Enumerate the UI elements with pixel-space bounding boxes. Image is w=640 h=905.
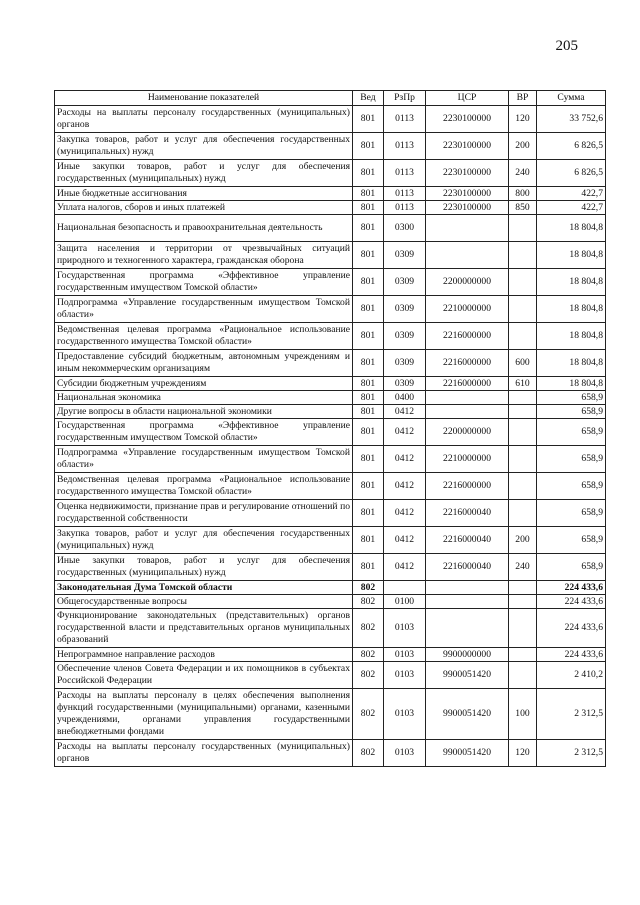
- cell-rzpr: 0309: [384, 296, 426, 323]
- table-row: [55, 581, 606, 595]
- cell-name: Национальная безопасность и правоохранительная деятельность: [55, 215, 353, 242]
- cell-name: Общегосударственные вопросы: [55, 595, 353, 609]
- table-row: [55, 419, 606, 446]
- cell-csr: 2210000000: [426, 446, 509, 473]
- cell-csr: 9900051420: [426, 740, 509, 767]
- cell-name: Уплата налогов, сборов и иных платежей: [55, 201, 353, 215]
- cell-csr: [426, 581, 509, 595]
- cell-name: Защита населения и территории от чрезвычайных ситуаций природного и техногенного характера, гражданская оборона: [55, 242, 353, 269]
- cell-rzpr: 0412: [384, 419, 426, 446]
- cell-sum: 2 312,5: [537, 740, 606, 767]
- cell-vr: [509, 581, 537, 595]
- table-row: [55, 740, 606, 767]
- cell-sum: 658,9: [537, 527, 606, 554]
- cell-rzpr: 0309: [384, 377, 426, 391]
- cell-name: Подпрограмма «Управление государственным имуществом Томской области»: [55, 446, 353, 473]
- cell-csr: [426, 405, 509, 419]
- cell-ved: 802: [353, 689, 384, 740]
- cell-ved: 801: [353, 527, 384, 554]
- cell-rzpr: 0400: [384, 391, 426, 405]
- cell-csr: 2210000000: [426, 296, 509, 323]
- cell-sum: 658,9: [537, 405, 606, 419]
- table-row: [55, 473, 606, 500]
- cell-ved: 801: [353, 269, 384, 296]
- cell-ved: 801: [353, 405, 384, 419]
- cell-vr: 120: [509, 740, 537, 767]
- cell-name: Оценка недвижимости, признание прав и регулирование отношений по государственной собственности: [55, 500, 353, 527]
- cell-ved: 801: [353, 296, 384, 323]
- cell-ved: 801: [353, 187, 384, 201]
- cell-rzpr: 0412: [384, 527, 426, 554]
- cell-rzpr: 0309: [384, 269, 426, 296]
- table-row: [55, 391, 606, 405]
- cell-sum: 2 312,5: [537, 689, 606, 740]
- table-row: [55, 500, 606, 527]
- cell-sum: 658,9: [537, 419, 606, 446]
- cell-name: Расходы на выплаты персоналу в целях обеспечения выполнения функций государственными (муниципальными) органами, казенными учреждениями, органами управления государственными внебюджетными фондами: [55, 689, 353, 740]
- cell-ved: 801: [353, 554, 384, 581]
- cell-rzpr: 0103: [384, 648, 426, 662]
- cell-name: Законодательная Дума Томской области: [55, 581, 353, 595]
- cell-name: Государственная программа «Эффективное управление государственным имуществом Томской области»: [55, 419, 353, 446]
- cell-name: Обеспечение членов Совета Федерации и их помощников в субъектах Российской Федерации: [55, 662, 353, 689]
- cell-rzpr: 0103: [384, 689, 426, 740]
- header-sum: Сумма: [537, 91, 606, 106]
- cell-csr: 2230100000: [426, 160, 509, 187]
- cell-rzpr: 0103: [384, 662, 426, 689]
- cell-vr: 800: [509, 187, 537, 201]
- cell-name: Предоставление субсидий бюджетным, автономным учреждениям и иным некоммерческим организациям: [55, 350, 353, 377]
- cell-rzpr: 0300: [384, 215, 426, 242]
- table-row: [55, 187, 606, 201]
- cell-vr: 610: [509, 377, 537, 391]
- cell-name: Расходы на выплаты персоналу государственных (муниципальных) органов: [55, 106, 353, 133]
- table-row: [55, 689, 606, 740]
- cell-sum: 18 804,8: [537, 323, 606, 350]
- table-row: [55, 106, 606, 133]
- cell-vr: [509, 269, 537, 296]
- table-row: [55, 662, 606, 689]
- cell-csr: 2230100000: [426, 106, 509, 133]
- cell-vr: 200: [509, 133, 537, 160]
- cell-ved: 801: [353, 350, 384, 377]
- header-name: Наименование показателей: [55, 91, 353, 106]
- cell-ved: 801: [353, 133, 384, 160]
- cell-vr: [509, 296, 537, 323]
- cell-sum: 658,9: [537, 554, 606, 581]
- cell-sum: 6 826,5: [537, 133, 606, 160]
- cell-ved: 801: [353, 419, 384, 446]
- cell-ved: 802: [353, 648, 384, 662]
- cell-ved: 801: [353, 391, 384, 405]
- header-vr: ВР: [509, 91, 537, 106]
- cell-rzpr: 0309: [384, 350, 426, 377]
- cell-rzpr: 0103: [384, 609, 426, 648]
- cell-sum: 658,9: [537, 500, 606, 527]
- cell-csr: [426, 595, 509, 609]
- cell-rzpr: 0103: [384, 740, 426, 767]
- cell-name: Иные закупки товаров, работ и услуг для обеспечения государственных (муниципальных) нужд: [55, 160, 353, 187]
- cell-csr: 2216000000: [426, 377, 509, 391]
- cell-csr: 2216000040: [426, 527, 509, 554]
- cell-vr: [509, 500, 537, 527]
- table-row: [55, 160, 606, 187]
- cell-vr: [509, 242, 537, 269]
- cell-name: Иные бюджетные ассигнования: [55, 187, 353, 201]
- table-row: [55, 350, 606, 377]
- cell-name: Государственная программа «Эффективное управление государственным имуществом Томской области»: [55, 269, 353, 296]
- table-row: [55, 269, 606, 296]
- cell-name: Другие вопросы в области национальной экономики: [55, 405, 353, 419]
- table-row: [55, 446, 606, 473]
- cell-csr: [426, 215, 509, 242]
- cell-rzpr: 0113: [384, 201, 426, 215]
- cell-sum: 422,7: [537, 187, 606, 201]
- cell-name: Непрограммное направление расходов: [55, 648, 353, 662]
- cell-csr: [426, 391, 509, 405]
- cell-ved: 801: [353, 106, 384, 133]
- cell-name: Ведомственная целевая программа «Рациональное использование государственного имущества Томской области»: [55, 473, 353, 500]
- cell-ved: 801: [353, 242, 384, 269]
- cell-vr: [509, 419, 537, 446]
- table-row: [55, 201, 606, 215]
- cell-sum: 6 826,5: [537, 160, 606, 187]
- cell-rzpr: 0412: [384, 500, 426, 527]
- cell-rzpr: 0412: [384, 554, 426, 581]
- cell-sum: 224 433,6: [537, 648, 606, 662]
- cell-csr: 2216000000: [426, 350, 509, 377]
- cell-csr: 2216000040: [426, 500, 509, 527]
- cell-ved: 801: [353, 473, 384, 500]
- table-row: [55, 242, 606, 269]
- cell-ved: 801: [353, 446, 384, 473]
- table-row: [55, 133, 606, 160]
- cell-vr: 600: [509, 350, 537, 377]
- cell-ved: 801: [353, 160, 384, 187]
- table-row: [55, 405, 606, 419]
- cell-rzpr: 0309: [384, 242, 426, 269]
- cell-ved: 801: [353, 201, 384, 215]
- cell-rzpr: 0113: [384, 133, 426, 160]
- cell-csr: 2216000000: [426, 323, 509, 350]
- cell-ved: 802: [353, 581, 384, 595]
- cell-vr: 240: [509, 554, 537, 581]
- header-csr: ЦСР: [426, 91, 509, 106]
- cell-rzpr: [384, 581, 426, 595]
- table-header-row: [55, 91, 606, 106]
- cell-vr: 120: [509, 106, 537, 133]
- budget-table: [54, 90, 606, 767]
- cell-rzpr: 0412: [384, 446, 426, 473]
- cell-sum: 18 804,8: [537, 377, 606, 391]
- cell-vr: [509, 648, 537, 662]
- cell-csr: [426, 609, 509, 648]
- cell-ved: 802: [353, 609, 384, 648]
- cell-vr: [509, 391, 537, 405]
- cell-rzpr: 0113: [384, 187, 426, 201]
- table-row: [55, 554, 606, 581]
- cell-sum: 224 433,6: [537, 581, 606, 595]
- cell-sum: 18 804,8: [537, 242, 606, 269]
- cell-vr: 100: [509, 689, 537, 740]
- cell-rzpr: 0412: [384, 405, 426, 419]
- cell-csr: 2200000000: [426, 269, 509, 296]
- cell-sum: 422,7: [537, 201, 606, 215]
- cell-sum: 33 752,6: [537, 106, 606, 133]
- cell-vr: 240: [509, 160, 537, 187]
- cell-name: Подпрограмма «Управление государственным имуществом Томской области»: [55, 296, 353, 323]
- header-ved: Вед: [353, 91, 384, 106]
- cell-sum: 658,9: [537, 391, 606, 405]
- cell-rzpr: 0100: [384, 595, 426, 609]
- cell-vr: [509, 405, 537, 419]
- cell-ved: 801: [353, 377, 384, 391]
- cell-vr: 850: [509, 201, 537, 215]
- cell-ved: 802: [353, 662, 384, 689]
- cell-name: Иные закупки товаров, работ и услуг для обеспечения государственных (муниципальных) нужд: [55, 554, 353, 581]
- cell-sum: 18 804,8: [537, 215, 606, 242]
- cell-sum: 224 433,6: [537, 595, 606, 609]
- cell-ved: 802: [353, 595, 384, 609]
- cell-vr: [509, 215, 537, 242]
- cell-vr: [509, 473, 537, 500]
- cell-name: Закупка товаров, работ и услуг для обеспечения государственных (муниципальных) нужд: [55, 527, 353, 554]
- cell-csr: [426, 242, 509, 269]
- cell-name: Субсидии бюджетным учреждениям: [55, 377, 353, 391]
- cell-sum: 658,9: [537, 473, 606, 500]
- cell-ved: 801: [353, 500, 384, 527]
- cell-sum: 2 410,2: [537, 662, 606, 689]
- cell-name: Национальная экономика: [55, 391, 353, 405]
- cell-sum: 18 804,8: [537, 296, 606, 323]
- table-row: [55, 609, 606, 648]
- cell-sum: 18 804,8: [537, 350, 606, 377]
- table-row: [55, 527, 606, 554]
- cell-name: Функционирование законодательных (представительных) органов государственной власти и представительных органов муниципальных образований: [55, 609, 353, 648]
- cell-csr: 9900000000: [426, 648, 509, 662]
- cell-csr: 9900051420: [426, 689, 509, 740]
- table-row: [55, 377, 606, 391]
- cell-vr: 200: [509, 527, 537, 554]
- cell-sum: 224 433,6: [537, 609, 606, 648]
- cell-rzpr: 0113: [384, 160, 426, 187]
- table-row: [55, 296, 606, 323]
- header-rzpr: РзПр: [384, 91, 426, 106]
- cell-sum: 658,9: [537, 446, 606, 473]
- table-row: [55, 595, 606, 609]
- table-row: [55, 323, 606, 350]
- cell-ved: 801: [353, 215, 384, 242]
- cell-name: Ведомственная целевая программа «Рациональное использование государственного имущества Томской области»: [55, 323, 353, 350]
- cell-ved: 802: [353, 740, 384, 767]
- cell-csr: 2230100000: [426, 201, 509, 215]
- cell-name: Расходы на выплаты персоналу государственных (муниципальных) органов: [55, 740, 353, 767]
- cell-csr: 2230100000: [426, 187, 509, 201]
- cell-csr: 9900051420: [426, 662, 509, 689]
- cell-rzpr: 0309: [384, 323, 426, 350]
- cell-vr: [509, 609, 537, 648]
- cell-vr: [509, 323, 537, 350]
- cell-name: Закупка товаров, работ и услуг для обеспечения государственных (муниципальных) нужд: [55, 133, 353, 160]
- page-number: 205: [555, 38, 578, 54]
- cell-rzpr: 0113: [384, 106, 426, 133]
- table-body: [55, 106, 606, 767]
- cell-csr: 2230100000: [426, 133, 509, 160]
- cell-csr: 2216000040: [426, 554, 509, 581]
- table-row: [55, 648, 606, 662]
- cell-vr: [509, 662, 537, 689]
- table-row: [55, 215, 606, 242]
- cell-csr: 2200000000: [426, 419, 509, 446]
- cell-vr: [509, 595, 537, 609]
- cell-vr: [509, 446, 537, 473]
- cell-sum: 18 804,8: [537, 269, 606, 296]
- cell-ved: 801: [353, 323, 384, 350]
- cell-rzpr: 0412: [384, 473, 426, 500]
- cell-csr: 2216000000: [426, 473, 509, 500]
